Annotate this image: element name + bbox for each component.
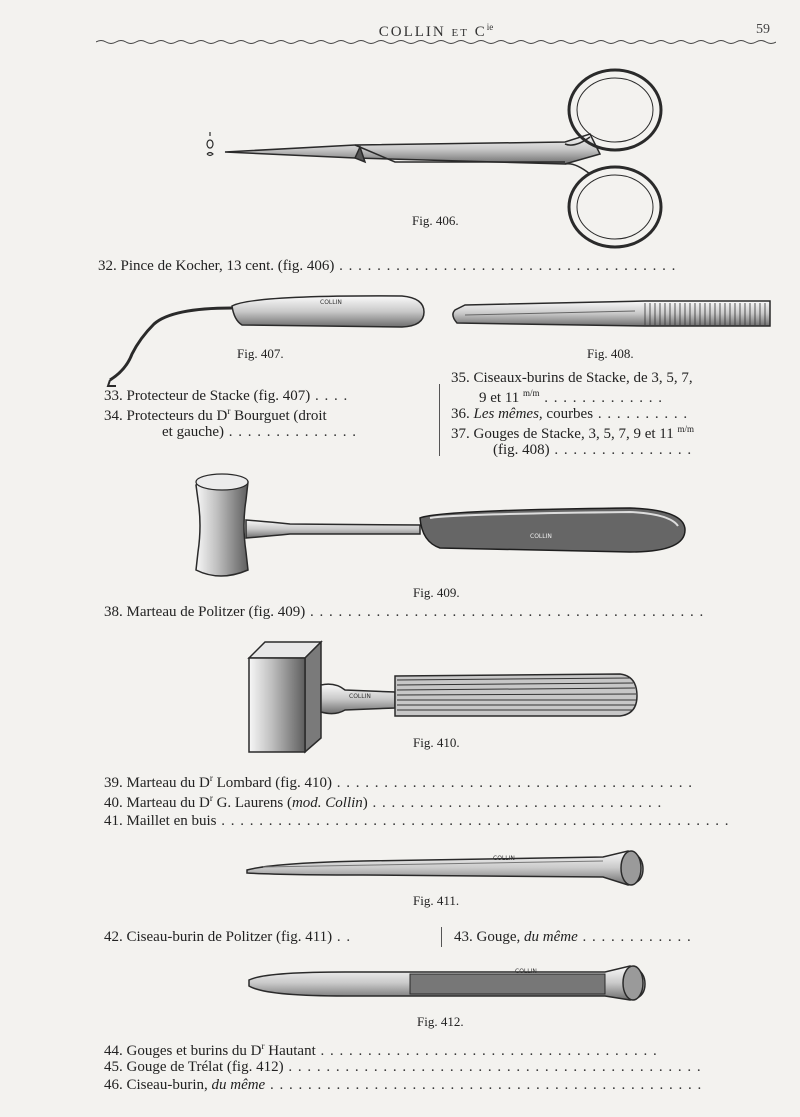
figure-caption: Fig. 410. bbox=[413, 735, 460, 750]
column-brace bbox=[439, 384, 440, 456]
brand-mark: COLLIN bbox=[320, 299, 342, 306]
brand-mark: COLLIN bbox=[530, 533, 552, 540]
figure-caption: Fig. 411. bbox=[413, 893, 460, 908]
stacke-protector-illustration bbox=[102, 290, 432, 390]
entry-43: 43. Gouge, du même . . . . . . . . . . . . bbox=[454, 929, 692, 945]
figure-caption: Fig. 407. bbox=[237, 346, 284, 361]
figure-caption: Fig. 408. bbox=[587, 346, 634, 361]
entry-41: 41. Maillet en buis . . . . . . . . . . . . . . . . . . . . . . . . . . . . . . . . . . . . . . . . . . . . . . . . . . . . . . bbox=[104, 813, 730, 829]
entry-34: 34. Protecteurs du $D^r$ Bourguet (droit bbox=[104, 406, 327, 424]
entry-36: 36. Les mêmes, courbes . . . . . . . . . . bbox=[451, 406, 689, 422]
trelat-gouge-illustration bbox=[245, 962, 650, 1007]
header-rule bbox=[96, 38, 776, 46]
entry-39: 39. Marteau du $D^r$ Lombard (fig. 410) . . . . . . . . . . . . . . . . . . . . . . . . . . . . . . . . . . . . . . bbox=[104, 773, 693, 791]
entry-45: 45. Gouge de Trélat (fig. 412) . . . . . . . . . . . . . . . . . . . . . . . . . . . . . . . . . . . . . . . . . . . . bbox=[104, 1059, 702, 1075]
entry-35-continued: 9 et 11 $^{m/m}$ . . . . . . . . . . . . . bbox=[479, 388, 664, 406]
entry-46: 46. Ciseau-burin, du même . . . . . . . . . . . . . . . . . . . . . . . . . . . . . . . . . . . . . . . . . . . . . . bbox=[104, 1077, 703, 1093]
entry-34-continued: et gauche) . . . . . . . . . . . . . . bbox=[162, 424, 358, 440]
entry-33: 33. Protecteur de Stacke (fig. 407) . . . . bbox=[104, 388, 349, 404]
figure-caption: Fig. 412. bbox=[417, 1014, 464, 1029]
brand-mark: COLLIN bbox=[493, 855, 515, 862]
entry-37-continued: (fig. 408) . . . . . . . . . . . . . . . bbox=[493, 442, 693, 458]
entry-35: 35. Ciseaux-burins de Stacke, de 3, 5, 7, bbox=[451, 370, 693, 386]
entry-42: 42. Ciseau-burin de Politzer (fig. 411) . . bbox=[104, 929, 352, 945]
brand-mark: COLLIN bbox=[515, 968, 537, 975]
page-number: 59 bbox=[756, 22, 770, 37]
entry-38: 38. Marteau de Politzer (fig. 409) . . . . . . . . . . . . . . . . . . . . . . . . . . . . . . . . . . . . . . . . . . bbox=[104, 604, 705, 620]
stacke-gouge-illustration bbox=[445, 295, 775, 335]
politzer-mallet-illustration bbox=[190, 470, 690, 585]
figure-caption: Fig. 406. bbox=[412, 213, 459, 228]
running-title: COLLIN ET $C^{ie}$ bbox=[378, 22, 494, 40]
politzer-chisel-illustration bbox=[243, 845, 648, 890]
entry-40: 40. Marteau du $D^r$ G. Laurens (mod. Collin) . . . . . . . . . . . . . . . . . . . . . . . . . . . . . . . bbox=[104, 793, 663, 811]
entry-44: 44. Gouges et burins du $D^r$ Hautant . . . . . . . . . . . . . . . . . . . . . . . . . . . . . . . . . . . . bbox=[104, 1041, 658, 1059]
figure-caption: Fig. 409. bbox=[413, 585, 460, 600]
column-brace bbox=[441, 927, 442, 947]
entry-32: 32. Pince de Kocher, 13 cent. (fig. 406) . . . . . . . . . . . . . . . . . . . . . . . . . . . . . . . . . . . . bbox=[98, 258, 677, 274]
entry-37: 37. Gouges de Stacke, 3, 5, 7, 9 et 11 $^{m/m}$ bbox=[451, 424, 695, 442]
brand-mark: COLLIN bbox=[349, 693, 371, 700]
